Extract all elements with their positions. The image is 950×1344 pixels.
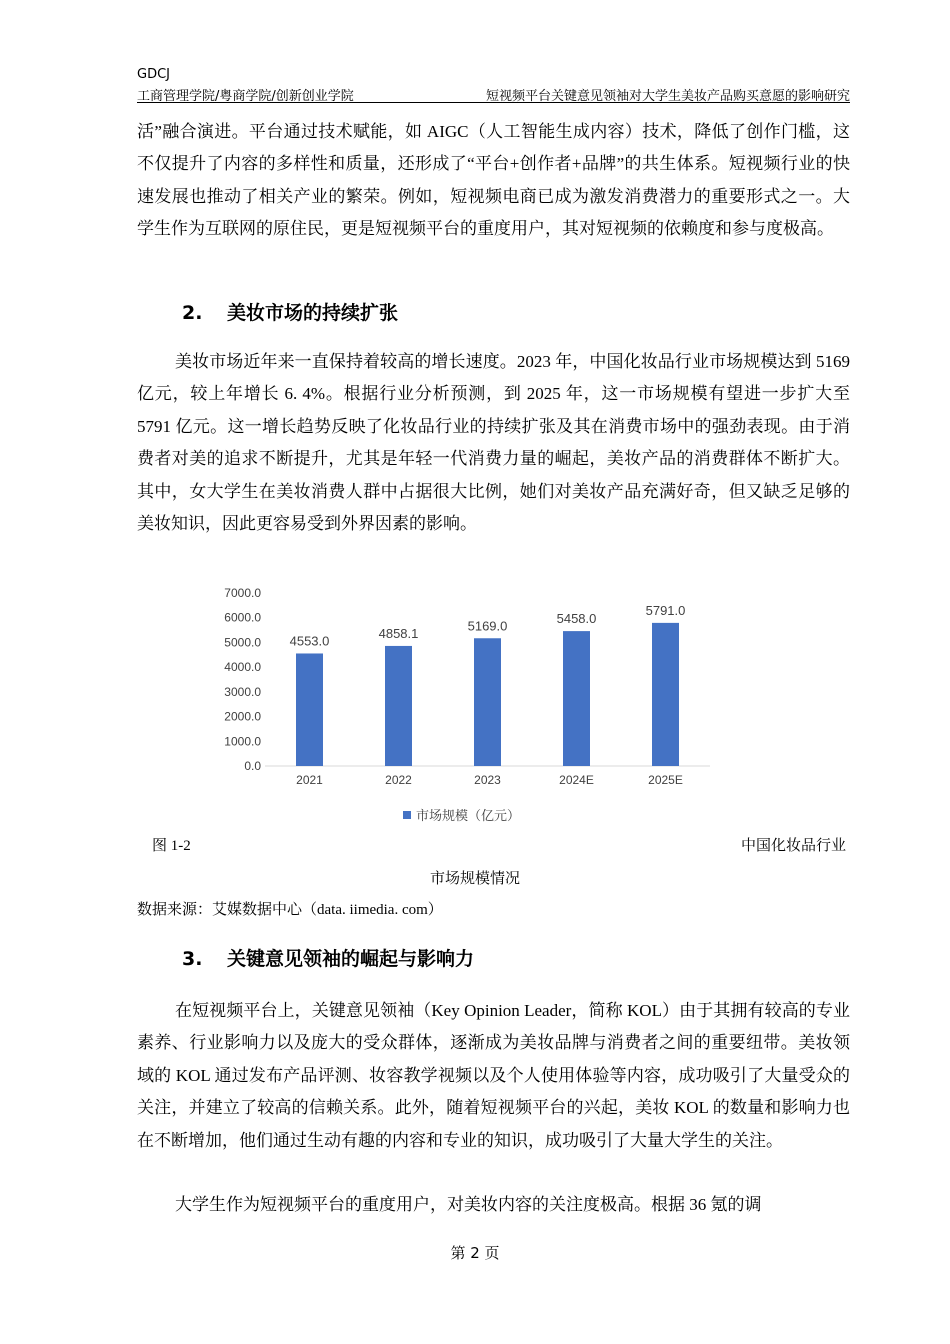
paragraph-1: 活”融合演进。平台通过技术赋能，如 AIGC（人工智能生成内容）技术，降低了创作门槛，这不仅提升了内容的多样性和质量，还形成了“平台+创作者+品牌”的共生体系。短视频行业的快速发展也推动了相关产业的繁荣。例如，短视频电商已成为激发消费潜力的重要形式之一。大学生作为互联网的原住民，更是短视频平台的重度用户，其对短视频的依赖度和参与度极高。	[137, 122, 850, 239]
x-tick-label: 2021	[296, 773, 323, 787]
section-title: 美妆市场的持续扩张	[227, 302, 399, 324]
bar	[652, 623, 679, 766]
bar	[296, 653, 323, 766]
paragraph-2: 美妆市场近年来一直保持着较高的增长速度。2023 年，中国化妆品行业市场规模达到 5169 亿元，较上年增长 6. 4%。根据行业分析预测，到 2025 年，这一市场规模有望进一步扩大至 5791 亿元。这一增长趋势反映了化妆品行业的持续扩张及其在消费市场中的强劲表现。由于消费者对美的追求不断提升，尤其是年轻一代消费力量的崛起，美妆产品的消费群体不断扩大。其中，女大学生在美妆消费人群中占据很大比例，她们对美妆产品充满好奇，但又缺乏足够的美妆知识，因此更容易受到外界因素的影响。	[137, 352, 850, 534]
bar	[563, 631, 590, 766]
legend-label: 市场规模（亿元）	[416, 808, 521, 823]
legend-swatch	[403, 811, 411, 819]
x-tick-label: 2023	[474, 773, 501, 787]
data-label: 4553.0	[289, 633, 330, 649]
data-label: 4858.1	[378, 625, 419, 641]
bar	[474, 638, 501, 766]
paragraph-4: 大学生作为短视频平台的重度用户，对美妆内容的关注度极高。根据 36 氪的调	[175, 1195, 762, 1214]
paragraph-3: 在短视频平台上，关键意见领袖（Key Opinion Leader，简称 KOL）由于其拥有较高的专业素养、行业影响力以及庞大的受众群体，逐渐成为美妆品牌与消费者之间的重要纽带。美妆领域的 KOL 通过发布产品评测、妆容教学视频以及个人使用体验等内容，成功吸引了大量受众的关注，并建立了较高的信赖关系。此外，随着短视频平台的兴起，美妆 KOL 的数量和影响力也在不断增加，他们通过生动有趣的内容和专业的知识，成功吸引了大量大学生的关注。	[137, 1001, 850, 1150]
x-tick-label: 2022	[385, 773, 412, 787]
page-number: 第 2 页	[450, 1244, 500, 1262]
figure-title-part1: 中国化妆品行业	[740, 838, 846, 854]
x-tick-label: 2025E	[648, 773, 683, 787]
section-heading-3	[182, 944, 474, 971]
header-paper-title: 短视频平台关键意见领袖对大学生美妆产品购买意愿的影响研究	[485, 89, 850, 104]
y-tick-label: 4000.0	[224, 660, 261, 675]
figure-title-part2: 市场规模情况	[429, 871, 520, 887]
y-tick-label: 2000.0	[224, 709, 261, 724]
data-label: 5458.0	[556, 611, 597, 627]
x-tick-label: 2024E	[559, 773, 594, 787]
y-tick-label: 1000.0	[224, 734, 261, 749]
section-heading-2	[182, 298, 398, 325]
y-tick-label: 6000.0	[224, 610, 261, 625]
data-source: 数据来源：艾媒数据中心（data. iimedia. com）	[137, 902, 443, 918]
data-label: 5169.0	[467, 618, 508, 634]
y-tick-label: 5000.0	[224, 635, 261, 650]
header-code: GDCJ	[137, 67, 170, 82]
bar	[385, 646, 412, 766]
y-tick-label: 3000.0	[224, 684, 261, 699]
section-title: 关键意见领袖的崛起与影响力	[227, 948, 475, 970]
section-number: 3.	[182, 948, 203, 970]
data-label: 5791.0	[645, 602, 686, 618]
figure-number: 图 1-2	[152, 838, 191, 854]
market-size-bar-chart	[205, 578, 725, 830]
y-tick-label: 7000.0	[224, 586, 261, 600]
section-number: 2.	[182, 302, 203, 324]
header-rule	[137, 102, 850, 103]
header-department: 工商管理学院/粤商学院/创新创业学院	[137, 89, 354, 104]
y-tick-label: 0.0	[244, 759, 261, 773]
